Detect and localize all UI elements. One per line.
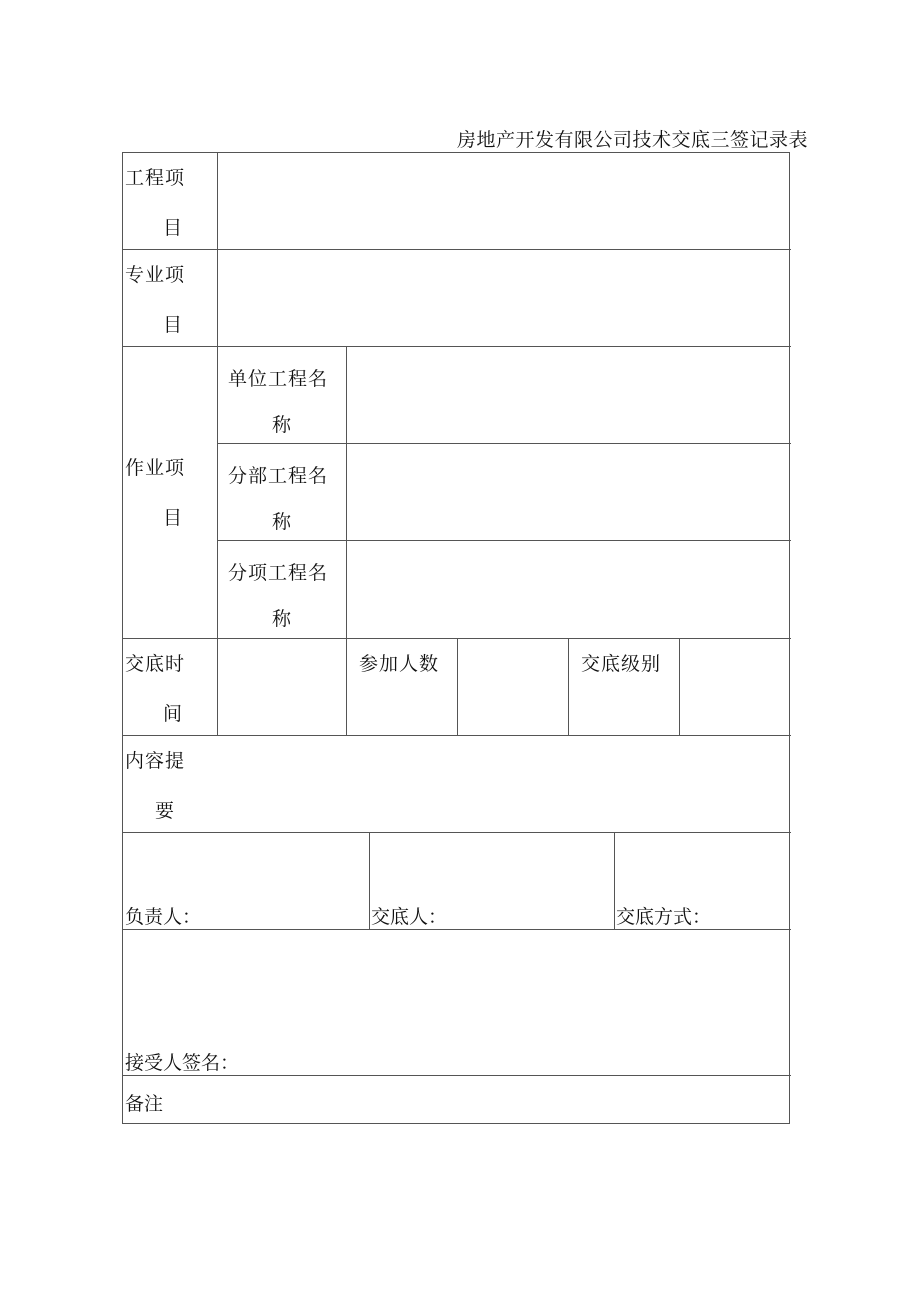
disclosure-time-label-line1: 交底时: [125, 653, 186, 675]
participants-label: 参加人数: [359, 653, 440, 675]
row-divider: [123, 929, 791, 930]
project-label-line2: 目: [163, 217, 184, 239]
content-summary-label-line1: 内容提: [125, 750, 186, 772]
specialty-value-cell[interactable]: [219, 252, 789, 344]
disclosure-time-label-line2: 间: [163, 703, 184, 725]
row-divider: [123, 1075, 791, 1076]
division-project-value-cell[interactable]: [348, 445, 789, 538]
project-value-cell[interactable]: [219, 155, 789, 247]
content-summary-label-line2: 要: [155, 800, 176, 822]
column-divider: [614, 832, 615, 929]
work-item-label: [125, 443, 185, 543]
column-divider: [346, 638, 347, 735]
content-summary-label: [125, 736, 185, 836]
content-summary-value-cell[interactable]: [219, 737, 789, 830]
record-form-table: [122, 152, 790, 1124]
discloser-label: 交底人：: [371, 906, 448, 928]
row-divider: [123, 249, 791, 250]
subitem-project-label: [228, 550, 328, 642]
specialty-label-line1: 专业项: [125, 264, 186, 286]
form-title: 房地产开发有限公司技术交底三签记录表: [456, 129, 808, 151]
person-in-charge-label: 负责人：: [125, 906, 202, 928]
unit-project-label-line1: 单位工程名: [228, 368, 329, 390]
subitem-project-label-line1: 分项工程名: [228, 562, 329, 584]
disclosure-time-value-cell[interactable]: [219, 640, 345, 733]
division-project-label: [228, 453, 328, 545]
column-divider: [346, 346, 347, 638]
specialty-label: [125, 250, 185, 350]
row-divider: [123, 735, 791, 736]
column-divider: [369, 832, 370, 929]
subitem-project-label-line2: 称: [272, 608, 293, 630]
column-divider: [679, 638, 680, 735]
unit-project-label: [228, 356, 328, 448]
column-divider: [217, 638, 218, 735]
division-project-label-line1: 分部工程名: [228, 465, 329, 487]
column-divider: [217, 346, 218, 638]
row-divider: [123, 346, 791, 347]
column-divider: [217, 153, 218, 346]
subitem-project-value-cell[interactable]: [348, 542, 789, 636]
specialty-label-line2: 目: [163, 314, 184, 336]
unit-project-label-line2: 称: [272, 414, 293, 436]
disclosure-method-label: 交底方式：: [616, 906, 712, 928]
disclosure-level-label: 交底级别: [581, 653, 662, 675]
work-item-label-line1: 作业项: [125, 457, 186, 479]
receiver-signature-label: 接受人签名：: [125, 1052, 240, 1074]
column-divider: [568, 638, 569, 735]
work-item-label-line2: 目: [163, 507, 184, 529]
row-divider: [123, 832, 791, 833]
column-divider: [457, 638, 458, 735]
project-label: [125, 153, 185, 253]
project-label-line1: 工程项: [125, 167, 186, 189]
division-project-label-line2: 称: [272, 511, 293, 533]
disclosure-time-label: [125, 639, 185, 739]
participants-value-cell[interactable]: [459, 640, 567, 733]
receiver-signature-area[interactable]: [125, 931, 789, 1041]
unit-project-value-cell[interactable]: [348, 348, 789, 441]
remarks-label: 备注: [125, 1093, 164, 1115]
disclosure-level-value-cell[interactable]: [681, 640, 789, 733]
